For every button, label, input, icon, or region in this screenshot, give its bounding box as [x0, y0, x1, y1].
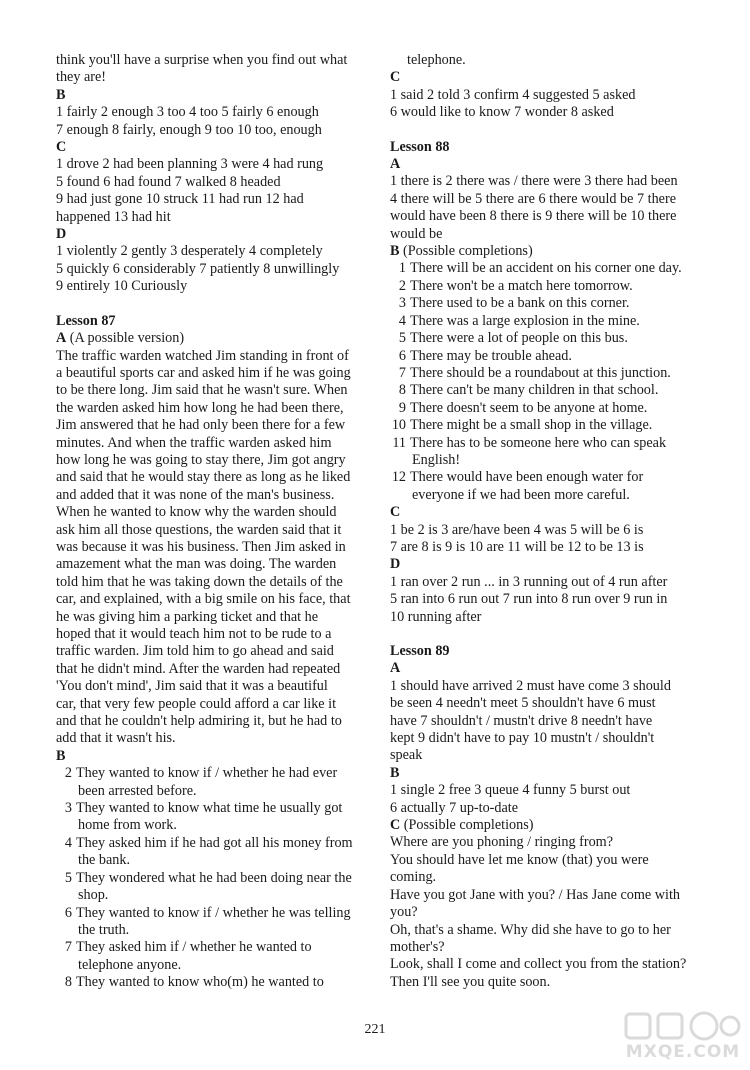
list-item: 12 There would have been enough water for everyone if we had been more careful. — [391, 469, 644, 503]
list-item: 11 There has to be someone here who can speak English! — [392, 434, 667, 468]
list-item: 6 There may be trouble ahead. — [398, 347, 572, 364]
lesson-88-a-heading: A — [390, 156, 401, 173]
lesson-88-c-heading: C — [390, 504, 401, 521]
lesson-89-a-answers: 1 should have arrived 2 must have come 3 should be seen 4 needn't meet 5 shouldn't have 6 must have 7 shouldn't / mustn't drive 8 needn't have kept 9 didn't have to pay 10 mustn't / shouldn't speak — [390, 677, 671, 764]
list-item: 7 There should be a roundabout at this junction. — [398, 364, 671, 381]
lesson-87-a-text: The traffic warden watched Jim standing in front of a beautiful sports car and asked him if he was going to be there long. Jim said that he wasn't sure. When the warden asked him how long he had been there, Jim answered that he had only been there for a few minutes. And when the traffic warden asked him how long he was going to stay there, Jim got angry and said that he would stay there as long as he liked and added that it was none of the man's business. When he wanted to know why the warden should ask him all those questions, the warden said that it was because it was his business. Then Jim asked in amazement what the man was doing. The warden told him that he was taking down the details of the car, and explained, with a big smile on his face, that he was giving him a parking ticket and that he hoped that it would teach him not to be rude to a traffic warden. Jim told him to go ahead and said that he didn't mind. After the warden had repeated 'You don't mind', Jim said that it was a beautiful car, that very few people could afford a car like it and that he couldn't help admiring it, but he had to add that it wasn't his. — [56, 347, 351, 747]
lesson-88-b-heading: B (Possible completions) — [390, 243, 533, 260]
continuation-text: telephone. — [407, 52, 466, 68]
section-b-answers: 1 fairly 2 enough 3 too 4 too 5 fairly 6 enough 7 enough 8 fairly, enough 9 too 10 too, enough — [56, 104, 322, 138]
list-item: 2 There won't be a match here tomorrow. — [398, 277, 633, 294]
intro-text: think you'll have a surprise when you find out what they are! — [56, 52, 348, 86]
lesson-88-d-answers: 1 ran over 2 run ... in 3 running out of 4 run after 5 ran into 6 run out 7 run into 8 run over 9 run in 10 running after — [390, 573, 668, 625]
list-item: 3 They wanted to know what time he usually got home from work. — [64, 800, 343, 834]
right-column — [390, 52, 710, 991]
list-item: 5 There were a lot of people on this bus. — [398, 330, 628, 347]
section-c-heading: C — [56, 139, 67, 156]
section-d-heading: D — [56, 226, 67, 243]
lesson-89-a-heading: A — [390, 660, 401, 677]
list-item: 2 They wanted to know if / whether he had ever been arrested before. — [64, 765, 338, 799]
lesson-88-a-answers: 1 there is 2 there was / there were 3 there had been 4 there will be 5 there are 6 there would be 7 there would have been 8 there is 9 there will be 10 there would be — [390, 173, 678, 242]
lesson-87-b-list — [56, 765, 368, 991]
section-c-answers: 1 said 2 told 3 confirm 4 suggested 5 asked 6 would like to know 7 wonder 8 asked — [390, 86, 636, 121]
lesson-88-c-answers: 1 be 2 is 3 are/have been 4 was 5 will be 6 is 7 are 8 is 9 is 10 are 11 will be 12 to be 13 is — [390, 521, 644, 555]
left-column — [56, 52, 368, 992]
lesson-89-c-answers: Where are you phoning / ringing from? You should have let me know (that) you were coming. Have you got Jane with you? / Has Jane come with you? Oh, that's a shame. Why did she have to go to her mother's? Look, shall I come and collect you from the station? Then I'll see you quite soon. — [390, 834, 687, 990]
page-number: 221 — [364, 1022, 386, 1037]
lesson-88-b-list — [390, 260, 710, 504]
section-d-answers: 1 violently 2 gently 3 desperately 4 completely 5 quickly 6 considerably 7 patiently 8 unwillingly 9 entirely 10 Curiously — [56, 243, 340, 295]
lesson-89-b-answers: 1 single 2 free 3 queue 4 funny 5 burst out 6 actually 7 up-to-date — [390, 782, 631, 816]
lesson-88-d-heading: D — [390, 556, 401, 573]
list-item: 6 They wanted to know if / whether he was telling the truth. — [64, 904, 351, 938]
section-c-heading: C — [390, 69, 401, 86]
list-item: 8 There can't be many children in that school. — [398, 382, 659, 399]
list-item: 5 They wondered what he had been doing near the shop. — [64, 869, 352, 904]
list-item: 4 They asked him if he had got all his money from the bank. — [64, 834, 353, 869]
lesson-87-a-heading: A (A possible version) — [56, 330, 185, 347]
watermark-logo — [622, 1008, 744, 1066]
section-c-answers: 1 drove 2 had been planning 3 were 4 had rung 5 found 6 had found 7 walked 8 headed 9 had just gone 10 struck 11 had run 12 had happened 13 had hit — [56, 156, 324, 225]
lesson-87-b-heading: B — [56, 747, 66, 764]
list-item: 3 There used to be a bank on this corner. — [398, 295, 630, 312]
list-item: 10 There might be a small shop in the village. — [391, 417, 653, 434]
watermark-text: MXQE.COM — [625, 1042, 741, 1062]
lesson-89-title: Lesson 89 — [390, 643, 450, 659]
list-item: 9 There doesn't seem to be anyone at home. — [398, 399, 648, 416]
lesson-88-title: Lesson 88 — [390, 138, 450, 155]
list-item: 4 There was a large explosion in the mine. — [398, 312, 640, 329]
list-item: 8 They wanted to know who(m) he wanted to — [64, 974, 324, 991]
section-b-heading: B — [56, 86, 66, 103]
lesson-89-c-heading: C (Possible completions) — [390, 817, 534, 834]
lesson-89-b-heading: B — [390, 764, 400, 781]
list-item: 7 They asked him if / whether he wanted to telephone anyone. — [64, 939, 312, 973]
list-item: 1 There will be an accident on his corner one day. — [398, 260, 682, 277]
lesson-87-title: Lesson 87 — [56, 312, 116, 329]
